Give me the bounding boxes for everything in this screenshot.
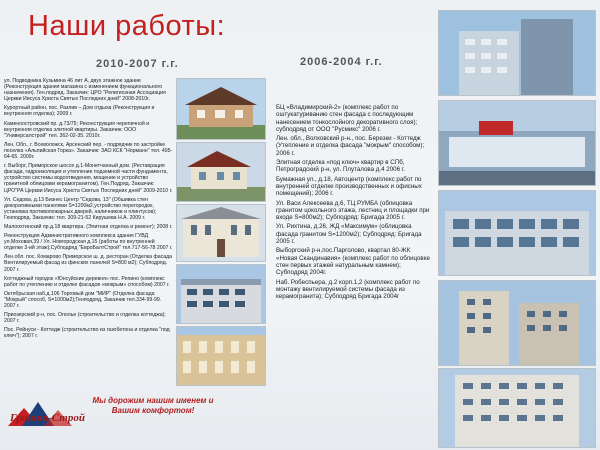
list-item: Ул. Васи Алексеева д.6, ТЦ РУМБА (облицовка гранитом цокольного этажа, лестниц и площадки при входе S=800м2); Субподряд: Бригада 2005 г. xyxy=(276,199,430,222)
photo-auto-center xyxy=(438,100,596,186)
period-right-heading: 2006-2004 г.г. xyxy=(300,56,383,68)
photo-residential-complex xyxy=(438,280,596,366)
photo-mansion xyxy=(176,204,266,262)
photo-modern-building xyxy=(176,264,266,324)
list-item: Ул. Седова, д.13 Бизнес Центр "Седова, 13" (Обшивка стен декоративными панелями S=1200м2,устройство перегородок, установка противопожарных дверей, наличников и плинтусов); Генподряд. Заказчик: тел. 309-21-52 Кирушева Н.А. 2009 г. xyxy=(4,196,157,221)
list-item: Малоохтинский пр.д.18 квартира. (Элитная отделка и ремонт); 2008 г. xyxy=(4,223,173,230)
photo-shopping-center xyxy=(438,190,596,276)
list-item: Наб. Робеспьера, д.2 корп.1,2 (комплекс работ по монтажу вентилируемой системы фасада из керамогранита); Субподряд Бригада 2004г xyxy=(276,278,420,301)
list-item: Ул. Рихтина, д.26, ЖД «Максимум» (облицовка фасада гранитом S=1200м2); Субподряд: Бригада 2005 г. xyxy=(276,223,422,246)
company-logo-text: Гранит-Строй xyxy=(10,412,85,424)
list-item: Лен.обл. пос. Комарово Приморское ш. д. ресторан (Отделка фасада Вентилируемый фасад из финских панелей S=800 м2); Субподряд. 2007 г. xyxy=(4,254,173,273)
photo-tall-apartments xyxy=(438,368,596,448)
list-item: Пос. Рейнуси - Коттедж (строительство из газобетона и отделка "под ключ"); 2007 г. xyxy=(4,327,170,340)
list-item: Бумажная ул., д.18, Автоцентр (комплекс работ по внутренней отделке производственных и офисных помещений); 2006 г. xyxy=(276,175,422,198)
photo-business-center xyxy=(438,10,596,96)
page-title: Наши работы: xyxy=(28,10,226,42)
list-item: Каменоостровский пр. д.73/75; Реконструкция черепичной и внутренняя отделка элитной квартиры. Заказчик: ООО "Универсалстрой" тел. 362-02-35. 2010г. xyxy=(4,120,150,139)
list-item: Курортный район, пос. Разлив – Дом отдыха (Реконструкция и внутренняя отделка); 2009 г. xyxy=(4,105,155,118)
list-item: Реконструкция Административного комплекса здания ГУВД ул.Моховая,39 / Ул. Новгородская д.15 (работы по внутренней отделке 3-ий этаж);Субподряд "ЕвроБалтСтрой" тел.717-56-78 2007 г. xyxy=(4,233,173,252)
left-projects-list xyxy=(4,78,174,342)
right-projects-list xyxy=(276,104,432,302)
list-item: Лен. обл., Волховский р-н., пос. Березки - Коттедж (Утепление и отделка фасада "мокрым" способом); 2006 г. xyxy=(276,135,425,157)
list-item: ул. Подводника Кузьмина 46 лит А, двух этажное здание (Реконструкция здания магазина с изменением функционального назначения). Ген.подряд. Заказчик: ЦРО "Религиозная Ассоциация Церкви Иисуса Христа Святых Последних дней" 2008-2010г. xyxy=(4,78,166,103)
list-item: Элитная отделка «под ключ» квартир в СПб, Петроградский р-н, ул. Плуталова д.4 2006 г. xyxy=(276,159,405,174)
list-item: Выборгский р-н,пос.Парголово, квартал 80-ЖК «Новая Скандинавия» (комплекс работ по облицовке стен первых этажей натуральным камнем); Субподряд 2004г. xyxy=(276,247,430,277)
list-item: Приозерский р-н, пос. Ополье (строительство и отделка коттеджа); 2007 г. xyxy=(4,312,166,325)
list-item: Лен. Обл., г. Всеволожск, Арсенский пер. - подрядчик по застройке поселка «Альпийская Горка». Заказчик: ЗАО КСК "Норманн" тел. 495-64-65. 2009г. xyxy=(4,141,173,161)
photo-house-church xyxy=(176,78,266,140)
list-item: г. Выборг, Приморское шоссе д.1-Монетчанный дом. (Реставрация фасада, гидроизоляция и утепление подземной части фундамента, устройство системы водоотведения, мощение и устройство гранитной облицовки керамогранитом). Ген.Подряд. Заказчик: ЦРО"РА Церкви Иисуса Христа Святых Последних дней" 2009-2010 г. xyxy=(4,163,173,194)
period-left-heading: 2010-2007 г.г. xyxy=(96,58,179,70)
photo-cottage xyxy=(176,142,266,202)
list-item: Коттеджный городок «Юнсуйские деревня» пос. Репино (комплекс работ по утеплению и отделке фасадов «мокрым» способом) 2007 г. xyxy=(4,275,170,288)
slogan: Мы дорожим нашим именем и Вашим комфортом! xyxy=(92,396,214,415)
list-item: БЦ «Владимирский-2» (комплекс работ по оштукатуриванию стен фасада с последующим нанесением тонкослойного декоративного слоя); субподряд от ООО "Русмикс" 2006 г. xyxy=(276,104,418,133)
photo-classic-facade xyxy=(176,326,266,386)
list-item: Октябрьская наб.д.106 Торговый дом "МИР" (Отделка фасада "Мокрый" способ, S=1000м2);Генподряд, Заказчик тел.334-99-99. 2007 г. xyxy=(4,290,162,309)
